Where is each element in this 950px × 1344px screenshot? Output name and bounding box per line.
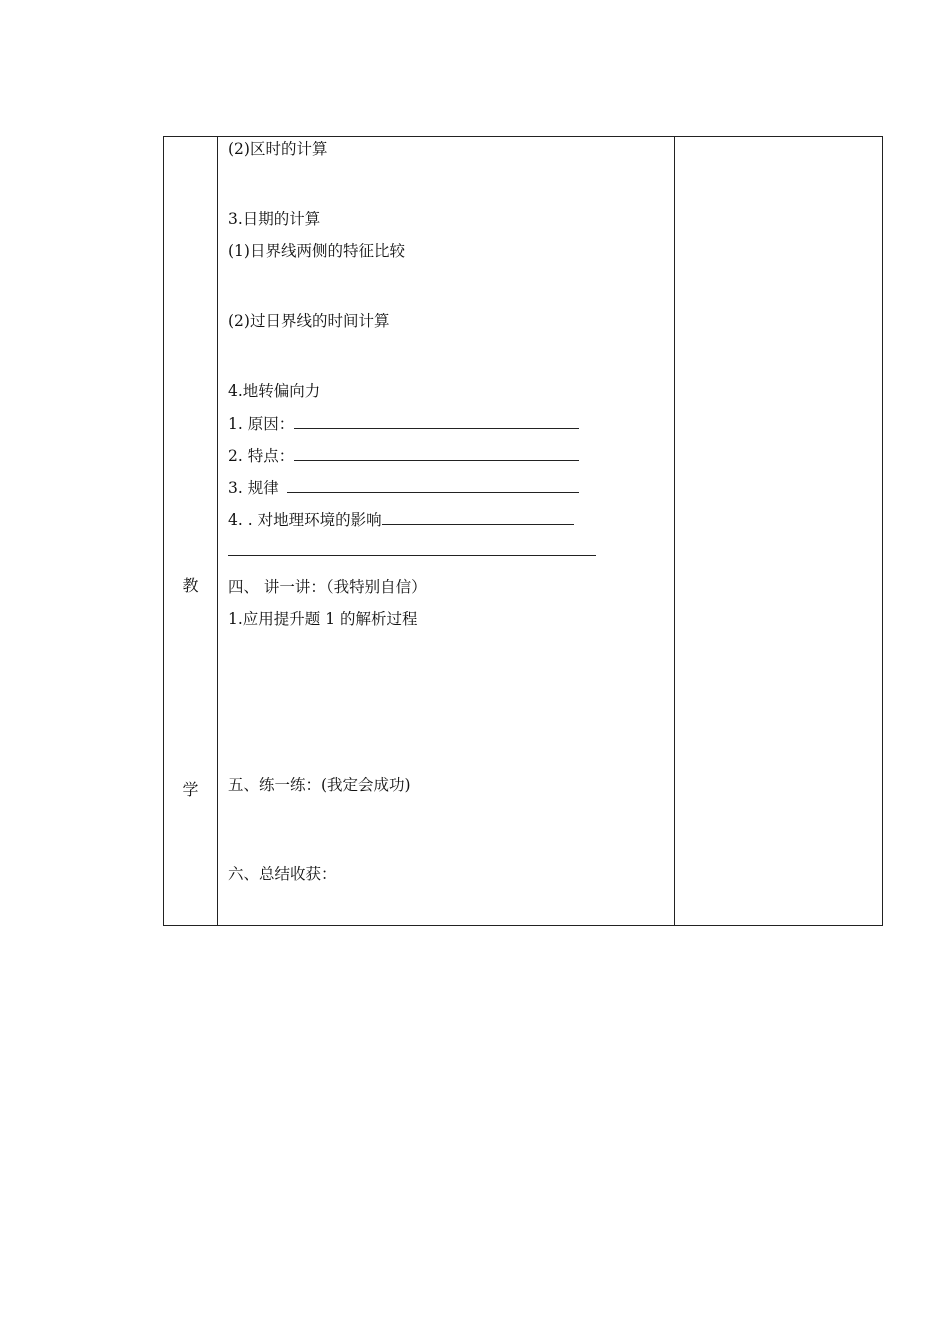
item-application-q1: 1.应用提升题 1 的解析过程 [228, 610, 418, 628]
blank-impact[interactable] [382, 509, 574, 525]
item-impact [228, 509, 574, 530]
item-feature-label: 2. 特点： [228, 447, 295, 465]
heading-section-five: 五、练一练：(我定会成功) [228, 776, 411, 794]
column-divider-right [674, 137, 675, 925]
side-label-xue: 学 [182, 780, 199, 799]
blank-feature[interactable] [294, 445, 579, 461]
lesson-table [163, 136, 883, 926]
subheading-dateline-time: (2)过日界线的时间计算 [228, 312, 390, 330]
column-divider-left [217, 137, 218, 925]
heading-section-four: 四、 讲一讲：（我特别自信） [228, 578, 427, 596]
heading-date-calc: 3.日期的计算 [228, 210, 321, 228]
side-label-jiao: 教 [182, 576, 199, 595]
item-cause-label: 1. 原因： [228, 415, 295, 433]
item-cause [228, 413, 579, 434]
blank-rule[interactable] [287, 477, 579, 493]
heading-section-six: 六、总结收获： [228, 865, 337, 883]
blank-cause[interactable] [294, 413, 579, 429]
item-impact-label: 4. . 对地理环境的影响 [228, 511, 382, 529]
item-feature [228, 445, 579, 466]
heading-zone-time: (2)区时的计算 [228, 140, 328, 158]
blank-impact-continued[interactable] [228, 555, 596, 556]
subheading-dateline-compare: (1)日界线两侧的特征比较 [228, 242, 405, 260]
item-rule-label: 3. 规律 [228, 479, 279, 497]
heading-coriolis: 4.地转偏向力 [228, 382, 321, 400]
item-rule [228, 477, 579, 498]
